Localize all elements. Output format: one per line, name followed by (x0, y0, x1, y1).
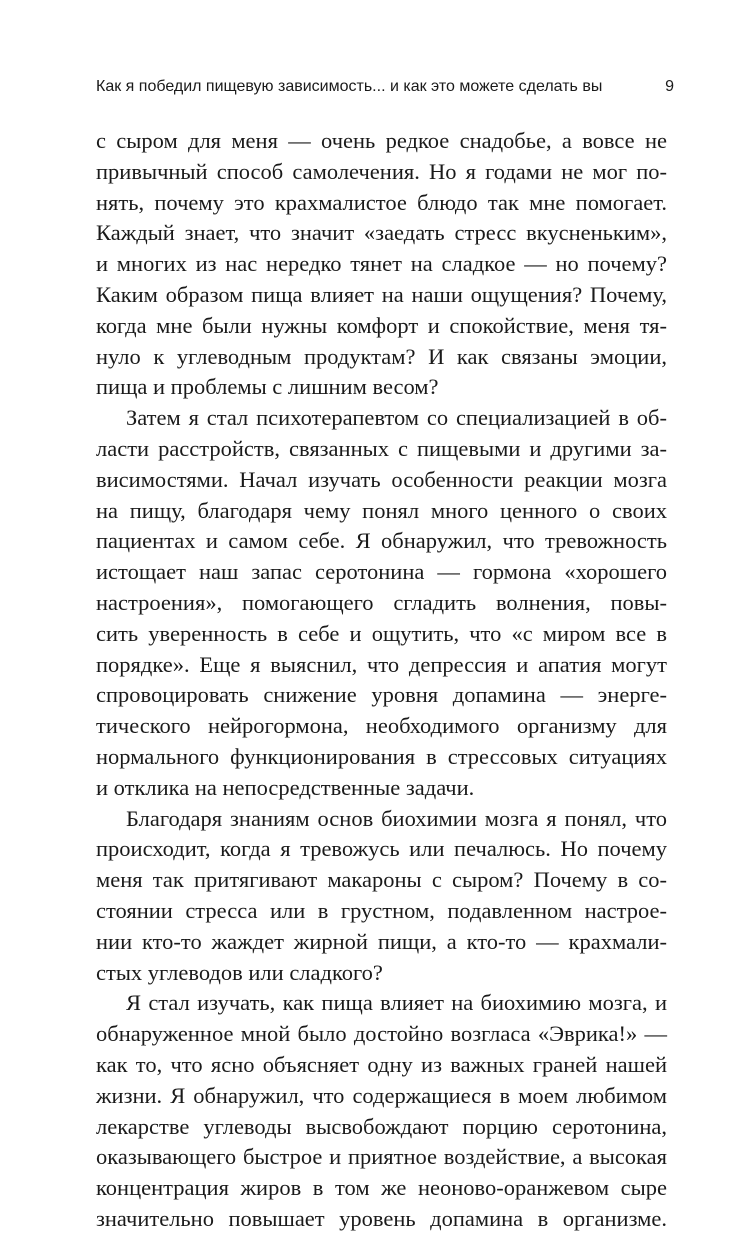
text-line: на пищу, благодаря чему понял много ценного о своих (96, 497, 667, 523)
text-line: пища и проблемы с лишним весом? (96, 374, 439, 400)
paragraph-4 (96, 988, 667, 1234)
paragraph-1 (96, 126, 667, 403)
text-line: нии кто-то жаждет жирной пищи, а кто-то — крахмали- (96, 928, 667, 954)
text-line: значительно повышает уровень допамина в организме. (96, 1205, 667, 1231)
running-head (96, 74, 678, 100)
text-line: тического нейрогормона, необходимого организму для (96, 713, 667, 739)
text-line: и отклика на непосредственные задачи. (96, 774, 475, 800)
text-line: концентрация жиров в том же неоново-оранжевом сыре (96, 1175, 667, 1201)
text-line: привычный способ самолечения. Но я годами не мог по- (96, 158, 667, 184)
text-line: жизни. Я обнаружил, что содержащиеся в моем любимом (96, 1082, 667, 1108)
paragraph-2 (96, 403, 667, 803)
text-line: меня так притягивают макароны с сыром? Почему в со- (96, 867, 667, 893)
text-line: нять, почему это крахмалистое блюдо так мне помогает. (96, 189, 667, 215)
text-line: истощает наш запас серотонина — гормона «хорошего (96, 559, 667, 585)
body-text (96, 126, 667, 1235)
text-line: стых углеводов или сладкого? (96, 959, 383, 985)
text-line: обнаруженное мной было достойно возгласа «Эврика!» — (96, 1021, 667, 1047)
text-line: Затем я стал психотерапевтом со специализацией в об- (126, 405, 667, 431)
text-line: Каждый знает, что значит «заедать стресс вкусненьким», (96, 220, 667, 246)
text-line: лекарстве углеводы высвобождают порцию серотонина, (96, 1113, 667, 1139)
text-line: как то, что ясно объясняет одну из важных граней нашей (96, 1051, 667, 1077)
running-title: Как я победил пищевую зависимость... и как это можете сделать вы (96, 78, 603, 95)
text-line: спровоцировать снижение уровня допамина — энерге- (96, 682, 667, 708)
text-line: настроения», помогающего сгладить волнения, повы- (96, 589, 667, 615)
text-line: оказывающего быстрое и приятное воздействие, а высокая (96, 1144, 667, 1170)
text-line: Благодаря знаниям основ биохимии мозга я понял, что (126, 805, 667, 831)
text-line: с сыром для меня — очень редкое снадобье, а вовсе не (96, 128, 667, 153)
paragraph-3 (96, 804, 667, 989)
text-line: когда мне были нужны комфорт и спокойствие, меня тя- (96, 312, 667, 338)
text-line: Каким образом пища влияет на наши ощущения? Почему, (96, 281, 667, 307)
text-line: висимостями. Начал изучать особенности реакции мозга (96, 466, 667, 492)
text-line: порядке». Еще я выяснил, что депрессия и апатия могут (96, 651, 667, 677)
text-line: пациентах и самом себе. Я обнаружил, что тревожность (96, 528, 667, 554)
text-line: ласти расстройств, связанных с пищевыми и другими за- (96, 435, 667, 461)
text-line: стоянии стресса или в грустном, подавленном настрое- (96, 897, 667, 923)
text-line: происходит, когда я тревожусь или печалюсь. Но почему (96, 836, 667, 862)
text-line: нуло к углеводным продуктам? И как связаны эмоции, (96, 343, 667, 369)
page-number: 9 (665, 78, 674, 95)
text-line: нормального функционирования в стрессовых ситуациях (96, 743, 667, 769)
text-line: и многих из нас нередко тянет на сладкое — но почему? (96, 251, 667, 277)
text-line: сить уверенность в себе и ощутить, что «с миром все в (96, 620, 667, 646)
text-line: Я стал изучать, как пища влияет на биохимию мозга, и (126, 990, 667, 1016)
